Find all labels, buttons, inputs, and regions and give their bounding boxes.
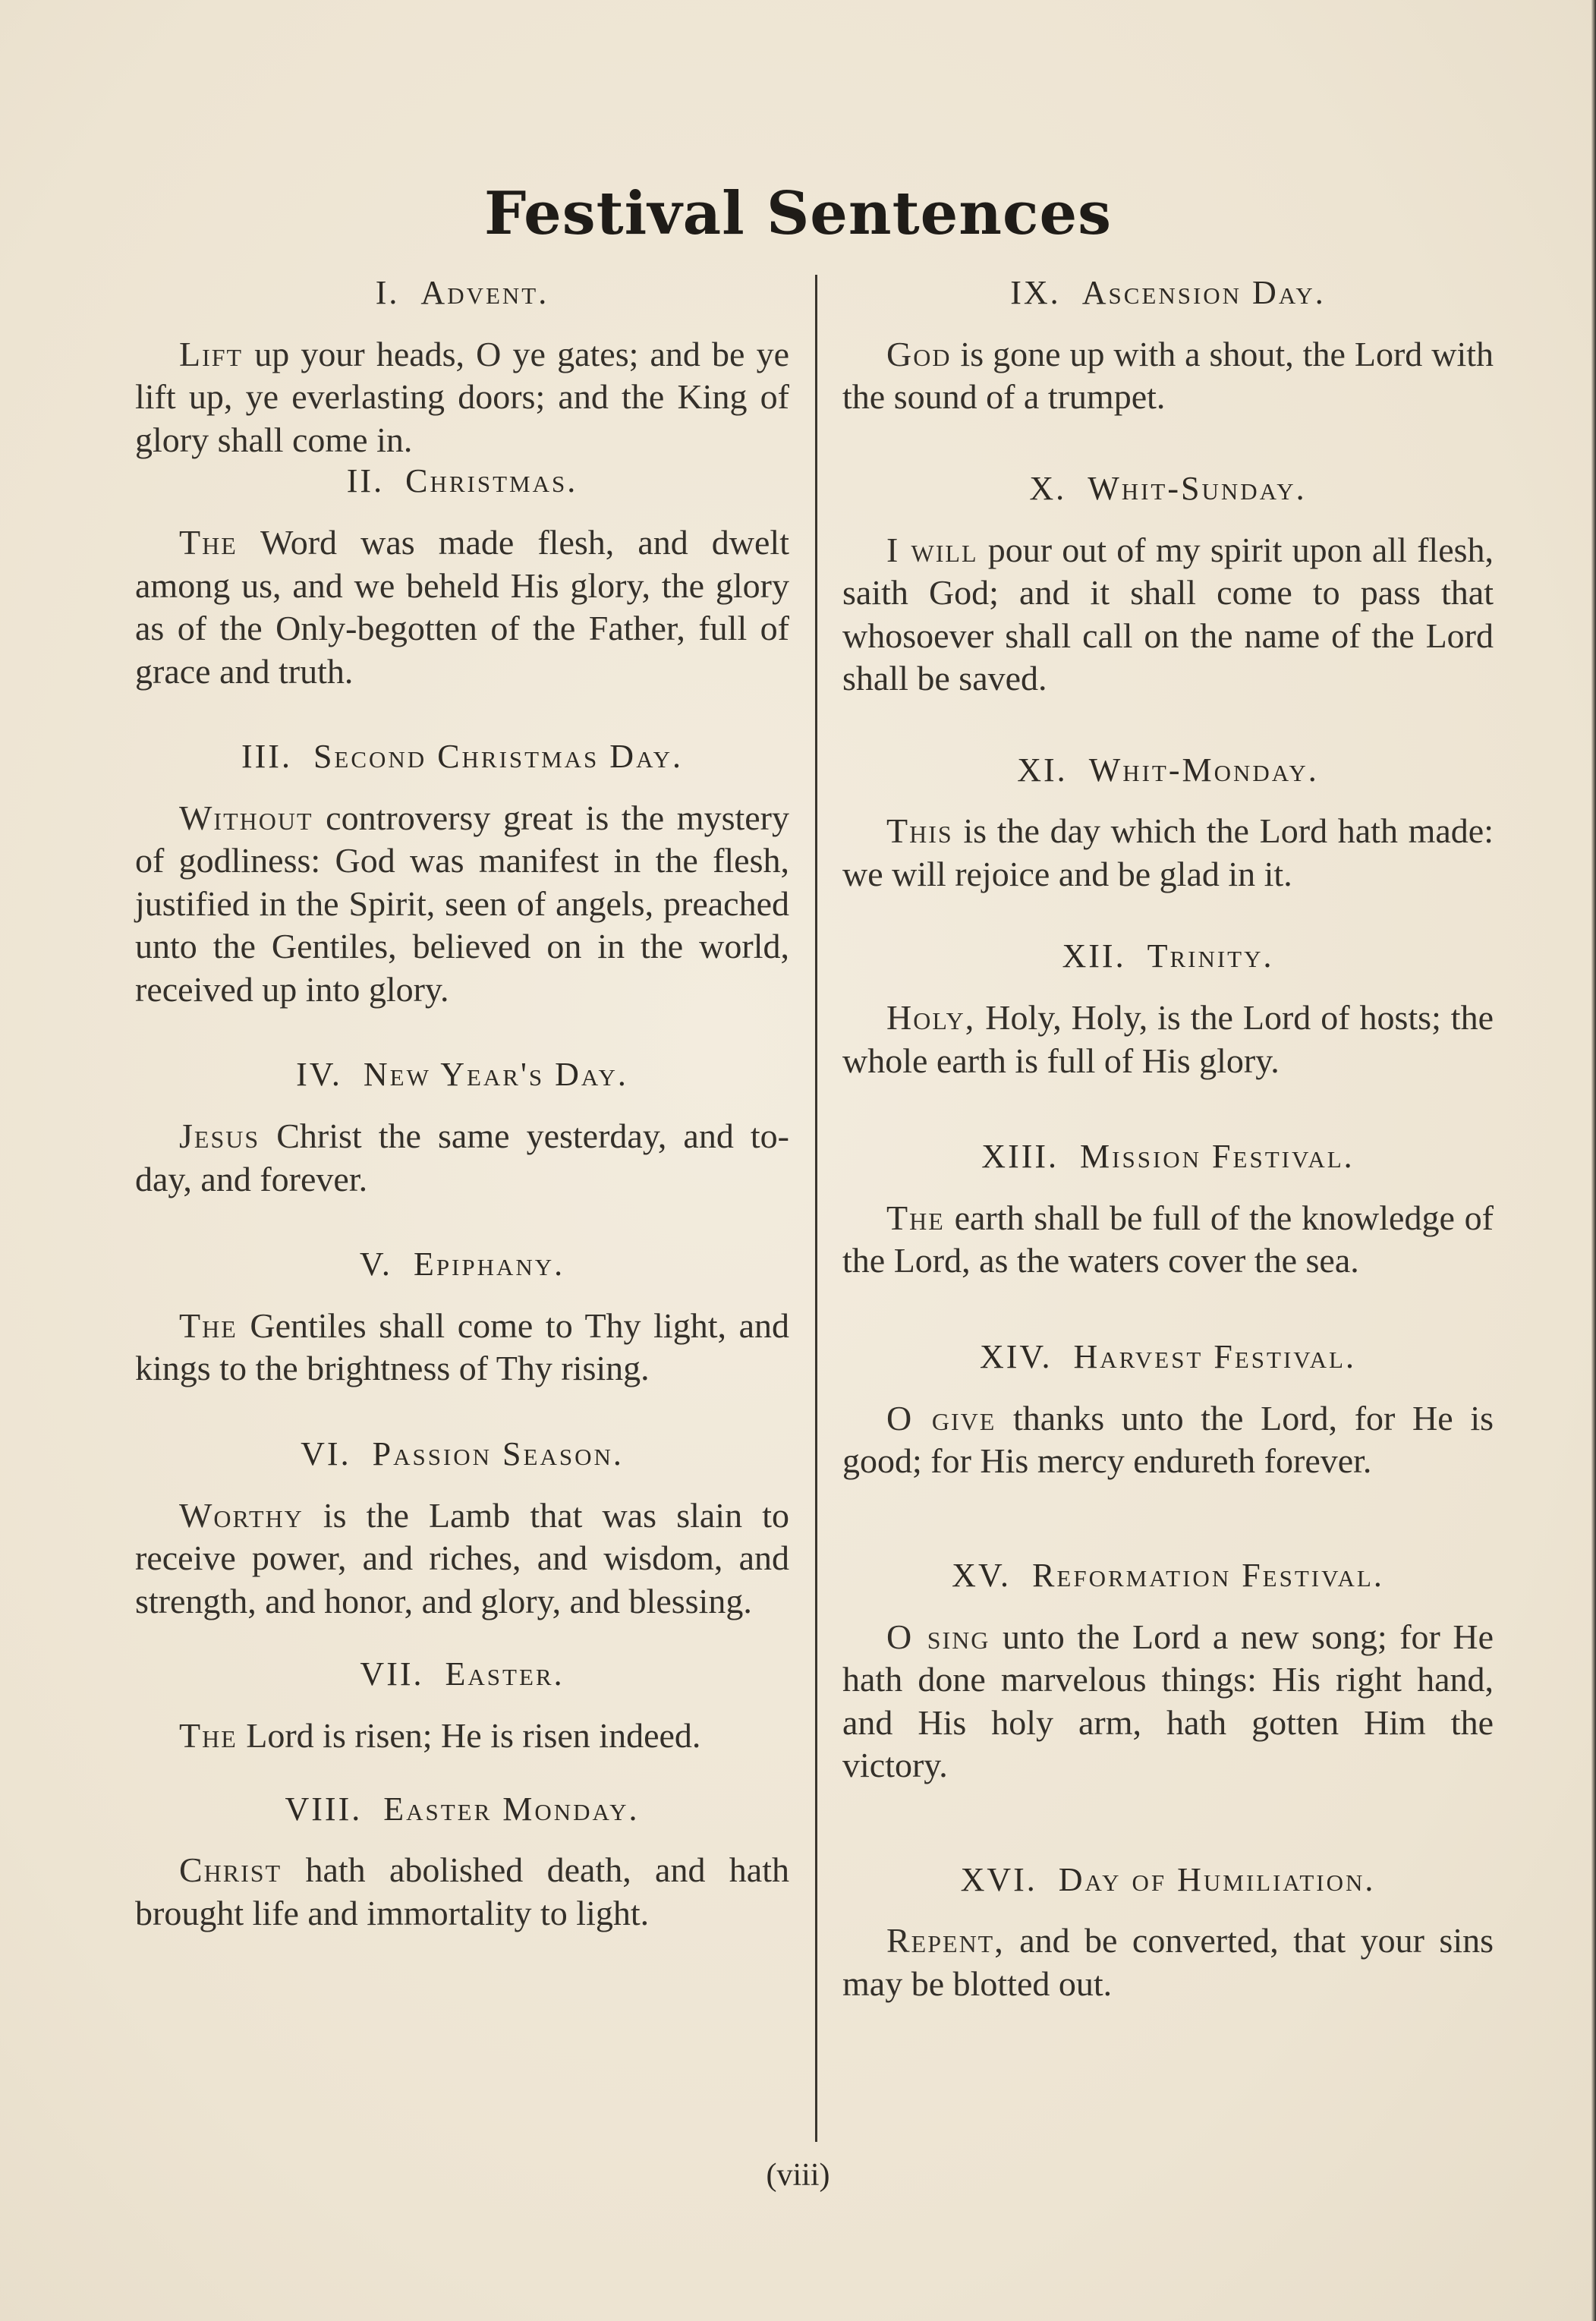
festival-heading — [842, 1556, 1494, 1596]
sentence-lead-word: Holy, — [886, 998, 976, 1038]
festival-name: Passion Season. — [372, 1434, 624, 1472]
festival-number: I. — [375, 274, 400, 311]
sentence-lead-word: Without — [179, 798, 313, 837]
festival-entry — [842, 469, 1494, 701]
festival-heading — [135, 1434, 789, 1475]
festival-heading — [842, 1337, 1494, 1378]
right-column — [842, 273, 1494, 2005]
festival-number: XIV. — [979, 1337, 1053, 1375]
festival-entry — [135, 737, 789, 1011]
festival-sentence — [842, 1616, 1494, 1787]
sentence-lead-word: O give — [886, 1398, 996, 1438]
festival-entry — [842, 751, 1494, 896]
sentence-lead-word: Lift — [179, 334, 244, 373]
page-number: (viii) — [766, 2158, 830, 2193]
sentence-lead-word: God — [886, 334, 952, 373]
festival-entry — [135, 273, 789, 461]
festival-heading — [842, 469, 1494, 509]
festival-name: Easter. — [445, 1655, 565, 1693]
festival-sentence — [135, 521, 789, 693]
festival-sentence — [842, 333, 1494, 419]
festival-sentence — [135, 1305, 789, 1390]
festival-entry — [135, 1655, 789, 1757]
sentence-text: pour out of my spirit upon all flesh, saith God; and it shall come to pass that whosoever shall call on the name of the Lord shall be saved. — [842, 530, 1494, 698]
festival-entry — [842, 937, 1494, 1082]
festival-heading — [842, 273, 1494, 313]
festival-name: Whit-Monday. — [1088, 751, 1319, 789]
sentence-text: Lord is risen; He is risen indeed. — [246, 1716, 701, 1756]
sentence-text: unto the Lord a new song; for He hath done marvelous things: His right hand, and His holy arm, hath gotten Him the victory. — [842, 1617, 1494, 1785]
sentence-lead-word: The — [886, 1198, 945, 1237]
festival-heading — [842, 1137, 1494, 1177]
festival-number: IV. — [296, 1056, 342, 1094]
sentence-lead-word: The — [179, 1305, 238, 1345]
festival-number: V. — [359, 1246, 392, 1283]
sentence-text: is the day which the Lord hath made: we will rejoice and be glad in it. — [842, 811, 1494, 893]
festival-entry — [842, 273, 1494, 419]
festival-name: Epiphany. — [413, 1246, 565, 1283]
festival-name: New Year's Day. — [363, 1056, 628, 1094]
festival-name: Easter Monday. — [383, 1790, 640, 1828]
sentence-text: Christ the same yesterday, and to-day, and forever. — [135, 1116, 789, 1198]
festival-heading — [135, 1655, 789, 1695]
sentence-lead-word: O sing — [886, 1617, 990, 1656]
festival-entry — [135, 461, 789, 693]
sentence-text: earth shall be full of the knowledge of the Lord, as the waters cover the sea. — [842, 1198, 1494, 1280]
festival-name: Mission Festival. — [1080, 1138, 1355, 1176]
festival-number: XIII. — [981, 1138, 1059, 1176]
sentence-text: thanks unto the Lord, for He is good; for His mercy endureth forever. — [842, 1398, 1494, 1481]
festival-heading — [842, 937, 1494, 977]
festival-entry — [135, 1790, 789, 1935]
festival-name: Harvest Festival. — [1073, 1337, 1356, 1375]
sentence-lead-word: Worthy — [179, 1495, 304, 1535]
festival-number: VI. — [301, 1434, 351, 1472]
sentence-text: is gone up with a shout, the Lord with the sound of a trumpet. — [842, 334, 1494, 417]
festival-entry — [842, 1337, 1494, 1483]
festival-heading — [135, 737, 789, 777]
festival-name: Trinity. — [1147, 937, 1274, 975]
festival-sentence — [842, 1397, 1494, 1483]
festival-entry — [842, 1556, 1494, 1787]
festival-heading — [135, 461, 789, 502]
sentence-lead-word: Repent, — [886, 1921, 1005, 1960]
festival-sentence — [842, 997, 1494, 1082]
festival-heading — [135, 1790, 789, 1830]
festival-number: XVI. — [960, 1860, 1037, 1898]
festival-entry — [135, 1055, 789, 1201]
festival-name: Whit-Sunday. — [1088, 469, 1307, 507]
festival-number: XII. — [1062, 937, 1126, 975]
sentence-lead-word: The — [179, 523, 238, 562]
page-title: Festival Sentences — [483, 179, 1113, 248]
festival-sentence — [135, 333, 789, 462]
festival-sentence — [842, 1197, 1494, 1283]
festival-heading — [135, 273, 789, 313]
sentence-text: Word was made flesh, and dwelt among us, and we beheld His glory, the glory as of the Only-begotten of the Father, full of grace and truth. — [135, 523, 789, 691]
sentence-text: hath abolished death, and hath brought life and immortality to light. — [135, 1850, 789, 1932]
left-column — [135, 273, 789, 1935]
festival-entry — [842, 1860, 1494, 2006]
festival-number: XV. — [952, 1556, 1012, 1594]
festival-name: Advent. — [420, 274, 549, 311]
festival-number: XI. — [1017, 751, 1068, 789]
festival-name: Christmas. — [405, 462, 578, 500]
festival-name: Reformation Festival. — [1032, 1556, 1384, 1594]
sentence-lead-word: Jesus — [179, 1116, 260, 1156]
festival-heading — [135, 1245, 789, 1285]
sentence-text: and be converted, that your sins may be blotted out. — [842, 1921, 1494, 2003]
festival-sentence — [842, 529, 1494, 701]
festival-name: Second Christmas Day. — [313, 738, 684, 776]
sentence-lead-word: Christ — [179, 1850, 282, 1890]
sentence-text: Holy, Holy, is the Lord of hosts; the whole earth is full of His glory. — [842, 998, 1494, 1080]
sentence-text: is the Lamb that was slain to receive power, and riches, and wisdom, and strength, and honor, and glory, and blessing. — [135, 1495, 789, 1620]
sentence-lead-word: The — [179, 1716, 238, 1756]
festival-name: Day of Humiliation. — [1058, 1860, 1376, 1898]
festival-entry — [135, 1245, 789, 1390]
festival-number: III. — [241, 738, 292, 776]
festival-sentence — [135, 1494, 789, 1623]
festival-sentence — [135, 1849, 789, 1935]
sentence-text: controversy great is the mystery of godliness: God was manifest in the flesh, justified in the Spirit, seen of angels, preached unto the Gentiles, believed on in the world, received up into glory. — [135, 798, 789, 1009]
festival-entry — [842, 1137, 1494, 1283]
festival-sentence — [842, 810, 1494, 896]
festival-number: II. — [346, 462, 385, 500]
festival-heading — [135, 1055, 789, 1095]
festival-sentence — [135, 1115, 789, 1201]
festival-heading — [842, 751, 1494, 791]
column-divider — [815, 275, 817, 2142]
festival-heading — [842, 1860, 1494, 1901]
festival-entry — [135, 1434, 789, 1623]
festival-sentence — [842, 1919, 1494, 2005]
festival-sentence — [135, 797, 789, 1012]
festival-sentence — [135, 1715, 789, 1758]
festival-number: VII. — [360, 1655, 424, 1693]
festival-name: Ascension Day. — [1081, 274, 1326, 311]
sentence-lead-word: I will — [886, 530, 978, 569]
sentence-text: Gentiles shall come to Thy light, and kings to the brightness of Thy rising. — [135, 1305, 789, 1388]
festival-number: X. — [1029, 469, 1067, 507]
sentence-lead-word: This — [886, 811, 953, 851]
festival-number: IX. — [1010, 274, 1061, 311]
sentence-text: up your heads, O ye gates; and be ye lift up, ye everlasting doors; and the King of glory shall come in. — [135, 334, 790, 459]
page-edge — [1591, 0, 1596, 2321]
festival-number: VIII. — [285, 1790, 363, 1828]
